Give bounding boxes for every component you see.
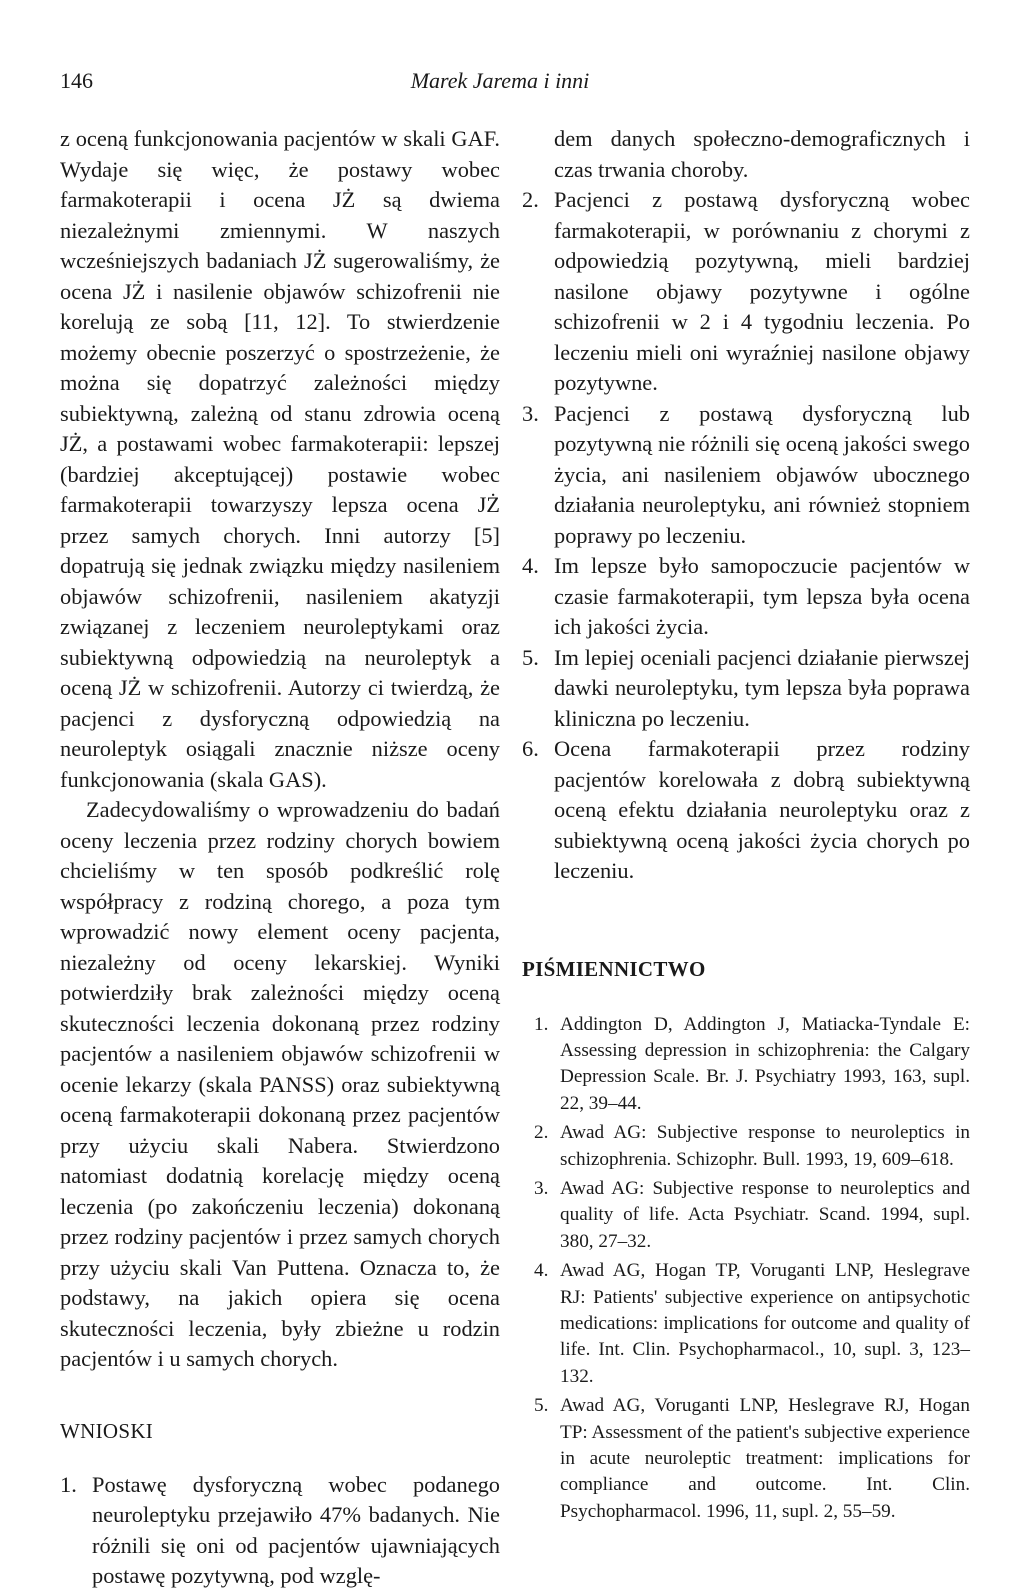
- list-item-text: Im lepsze było samopoczucie pacjentów w czasie farmakoterapii, tym lepsza była ocena ich jakości życia.: [554, 553, 970, 639]
- reference-number: 4.: [534, 1260, 549, 1282]
- running-head: Marek Jarema i inni: [410, 68, 590, 93]
- reference-item: [522, 1393, 970, 1525]
- reference-text: Awad AG, Hogan TP, Voruganti LNP, Heslegrave RJ: Patients' subjective experience on antipsychotic medications: implications for outcome and quality of life. Int. Clin. Psychopharmacol., 10, supl. 3, 123–132.: [560, 1260, 970, 1387]
- reference-item: [522, 1176, 970, 1255]
- list-item: [522, 643, 970, 735]
- list-item-continuation: [522, 124, 970, 185]
- list-item-text: Pacjenci z postawą dysforyczną lub pozytywną nie różnili się oceną jakości swego życia, ani nasileniem objawów ubocznego działania neuroleptyku, ani również stopniem poprawy po leczeniu.: [554, 400, 970, 548]
- list-item-text: Postawę dysforyczną wobec podanego neuroleptyku przejawiło 47% badanych. Nie różnili się oni od pacjentów ujawniających postawę pozytywną, pod wzglę-: [92, 1471, 500, 1588]
- reference-number: 1.: [534, 1013, 549, 1035]
- list-item: [522, 185, 970, 399]
- list-item: [522, 399, 970, 552]
- reference-item: [522, 1258, 970, 1390]
- reference-item: [522, 1120, 970, 1173]
- reference-text: Addington D, Addington J, Matiacka-Tyndale E: Assessing depression in schizophrenia: the Calgary Depression Scale. Br. J. Psychiatry 1993, 163, supl. 22, 39–44.: [560, 1013, 970, 1114]
- list-item-number: 5.: [522, 644, 539, 670]
- list-item-text: dem danych społeczno-demograficznych i czas trwania choroby.: [554, 126, 970, 182]
- left-column: [60, 124, 500, 1592]
- conclusions-heading: WNIOSKI: [60, 1418, 154, 1443]
- page-number: 146: [60, 68, 93, 93]
- page-header: [60, 68, 1024, 102]
- list-item-text: Im lepiej oceniali pacjenci działanie pierwszej dawki neuroleptyku, tym lepsza była poprawa kliniczna po leczeniu.: [554, 644, 970, 731]
- right-column: [522, 124, 970, 1528]
- list-item-number: 4.: [522, 553, 539, 578]
- body-paragraph: z oceną funkcjonowania pacjentów w skali GAF. Wydaje się więc, że postawy wobec farmakoterapii i ocena JŻ są dwiema niezależnymi zmiennymi. W naszych wcześniejszych badaniach JŻ sugerowaliśmy, że ocena JŻ i nasilenie objawów schizofrenii nie korelują ze sobą [11, 12]. To stwierdzenie możemy obecnie poszerzyć o spostrzeżenie, że można się dopatrzyć zależności między subiektywną, zależną od stanu zdrowia oceną JŻ, a postawami wobec farmakoterapii: lepszej (bardziej akceptującej) postawie wobec farmakoterapii towarzyszy lepsza ocena JŻ przez samych chorych. Inni autorzy [5] dopatrują się jednak związku między nasileniem objawów schizofrenii, nasileniem akatyzji związanej z leczeniem neuroleptykami oraz subiektywną odpowiedzią na neuroleptyk a oceną JŻ w schizofrenii. Autorzy ci twierdzą, że pacjenci z dysforyczną odpowiedzią na neuroleptyk osiągali znacznie niższe oceny funkcjonowania (skala GAS).: [60, 126, 500, 792]
- reference-text: Awad AG: Subjective response to neuroleptics in schizophrenia. Schizophr. Bull. 1993, 19, 609–618.: [560, 1122, 970, 1170]
- list-item: [522, 734, 970, 887]
- reference-text: Awad AG, Voruganti LNP, Heslegrave RJ, Hogan TP: Assessment of the patient's subjective experience in acute neuroleptic treatment: implications for compliance and outcome. Int. Clin. Psychopharmacol. 1996, 11, supl. 2, 55–59.: [560, 1395, 970, 1522]
- reference-number: 2.: [534, 1122, 549, 1144]
- list-item-text: Ocena farmakoterapii przez rodziny pacjentów korelowała z dobrą subiektywną oceną efektu działania neuroleptyku oraz z subiektywną oceną jakości życia chorych po leczeniu.: [554, 736, 970, 883]
- list-item: [522, 551, 970, 643]
- list-item-number: 1.: [60, 1471, 77, 1497]
- reference-number: 5.: [534, 1395, 549, 1417]
- body-paragraph: Zadecydowaliśmy o wprowadzeniu do badań oceny leczenia przez rodziny chorych bowiem chcieliśmy w ten sposób podkreślić rolę współpracy z rodziną chorego, a poza tym wprowadzić nowy element oceny pacjenta, niezależny od oceny lekarskiej. Wyniki potwierdziły brak zależności między oceną skuteczności leczenia dokonaną przez rodziny pacjentów a nasileniem objawów schizofrenii w ocenie lekarzy (skala PANSS) oraz subiektywną oceną farmakoterapii dokonaną przez pacjentów przy użyciu skali Nabera. Stwierdzono natomiast dodatnią korelację między oceną leczenia (po zakończeniu leczenia) dokonaną przez rodziny pacjentów i przez samych chorych przy użyciu skali Van Puttena. Oznacza to, że podstawy, na jakich opiera się ocena skuteczności leczenia, były zbieżne u rodzin pacjentów i u samych chorych.: [60, 797, 500, 1371]
- list-item-number: 6.: [522, 736, 539, 761]
- conclusions-list-continued: [522, 124, 970, 887]
- reference-text: Awad AG: Subjective response to neuroleptics and quality of life. Acta Psychiatr. Scand. 1994, supl. 380, 27–32.: [560, 1177, 970, 1252]
- reference-item: [522, 1012, 970, 1118]
- conclusions-list: [60, 1470, 500, 1592]
- list-item-text: Pacjenci z postawą dysforyczną wobec farmakoterapii, w porównaniu z chorymi z odpowiedzią pozytywną, mieli bardziej nasilone objawy pozytywne i ogólne schizofrenii w 2 i 4 tygodniu leczenia. Po leczeniu mieli oni wyraźniej nasilone objawy pozytywne.: [554, 187, 970, 395]
- reference-number: 3.: [534, 1177, 549, 1199]
- list-item-number: 3.: [522, 400, 539, 426]
- list-item-number: 2.: [522, 187, 539, 212]
- references-heading: PIŚMIENNICTWO: [522, 956, 706, 981]
- references-list: [522, 1012, 970, 1526]
- list-item: [60, 1470, 500, 1592]
